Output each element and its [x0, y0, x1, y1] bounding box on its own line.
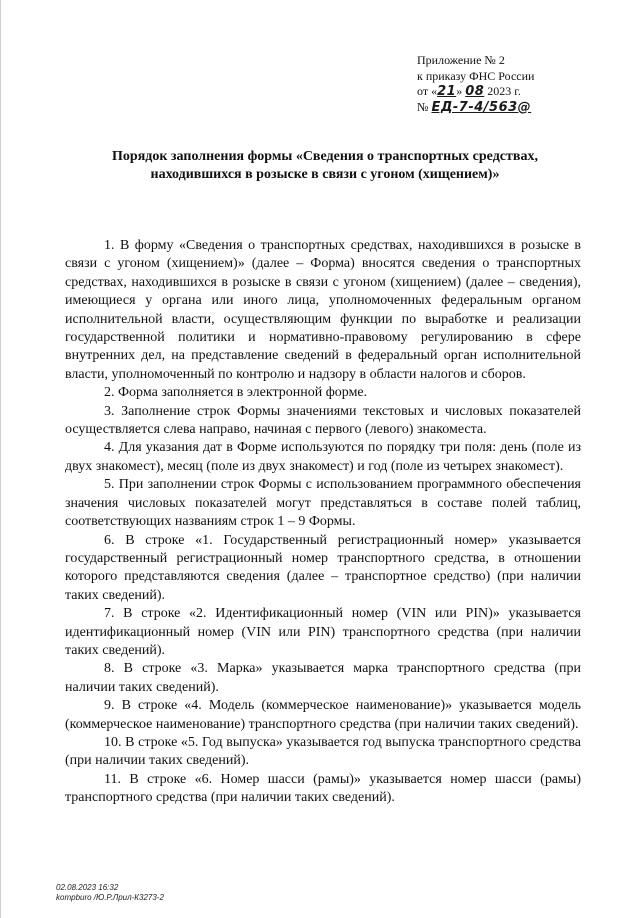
appendix-header: [417, 53, 534, 115]
appendix-title: Приложение № 2: [417, 53, 505, 67]
footer-file-ref: kompburo /Ю.Р.Лрил-К3273-2: [56, 893, 164, 902]
number-prefix: №: [417, 99, 432, 114]
document-title: [61, 148, 589, 184]
paragraph: 6. В строке «1. Государственный регистрационный номер» указывается государственный регистрационный номер транспортного средства, в отношении которого представляются сведения (далее – транспортное средство) (при наличии таких сведений).: [65, 532, 581, 603]
paragraph: 1. В форму «Сведения о транспортных средствах, находившихся в розыске в связи с угоном (хищением)» (далее – Форма) вносятся сведения о транспортных средствах, находившихся в розыске в связи с угоном (хищением) (далее – сведения), имеющиеся у органа или иного лица, уполномоченных федеральным органом исполнительной власти, осуществляющим функции по выработке и реализации государственной политики и нормативно-правовому регулированию в сфере внутренних дел, на представление сведений в федеральный орган исполнительной власти, уполномоченный по контролю и надзору в области налогов и сборов.: [65, 238, 581, 382]
date-prefix: от «: [417, 84, 438, 98]
date-day: 21: [437, 84, 457, 99]
date-suffix: 2023 г.: [484, 84, 521, 98]
paragraph: 10. В строке «5. Год выпуска» указывается год выпуска транспортного средства (при наличии таких сведений).: [65, 734, 581, 769]
date-mid: »: [456, 84, 466, 98]
paragraph: 4. Для указания дат в Форме используются по порядку три поля: день (поле из двух знакомест), месяц (поле из двух знакомест) и год (поле из четырех знакомест).: [65, 440, 581, 474]
document-body: [65, 237, 581, 808]
paragraph: 11. В строке «6. Номер шасси (рамы)» указывается номер шасси (рамы) транспортного средства (при наличии таких сведений).: [65, 771, 581, 806]
title-line-1: Порядок заполнения формы «Сведения о транспортных средствах,: [112, 149, 538, 164]
paragraph: 7. В строке «2. Идентификационный номер (VIN или PIN)» указывается идентификационный номер (VIN или PIN) транспортного средства (при наличии таких сведений).: [65, 606, 581, 658]
appendix-order-ref: к приказу ФНС России: [417, 68, 535, 83]
paragraph: 5. При заполнении строк Формы с использованием программного обеспечения значения числовых показателей могут представляться в составе полей таблиц, соответствующих названиям строк 1 – 9 Формы.: [65, 477, 581, 530]
order-number: ЕД-7-4/563@: [431, 99, 532, 115]
appendix-date: [417, 84, 534, 100]
paragraph: 8. В строке «3. Марка» указывается марка транспортного средства (при наличии таких сведений).: [65, 661, 581, 695]
date-month: 08: [465, 84, 485, 99]
paragraph: 2. Форма заполняется в электронной форме.: [104, 385, 368, 401]
title-line-2: находившихся в розыске в связи с угоном (хищением)»: [150, 167, 500, 182]
footer-timestamp: 02.08.2023 16:32: [56, 883, 119, 892]
paragraph: 3. Заполнение строк Формы значениями текстовых и числовых показателей осуществляется слева направо, начиная с первого (левого) знакоместа.: [65, 403, 581, 438]
print-footer: [56, 883, 164, 903]
paragraph: 9. В строке «4. Модель (коммерческое наименование)» указывается модель (коммерческое наименование) транспортного средства (при наличии таких сведений).: [65, 698, 581, 732]
appendix-number: [417, 100, 534, 116]
